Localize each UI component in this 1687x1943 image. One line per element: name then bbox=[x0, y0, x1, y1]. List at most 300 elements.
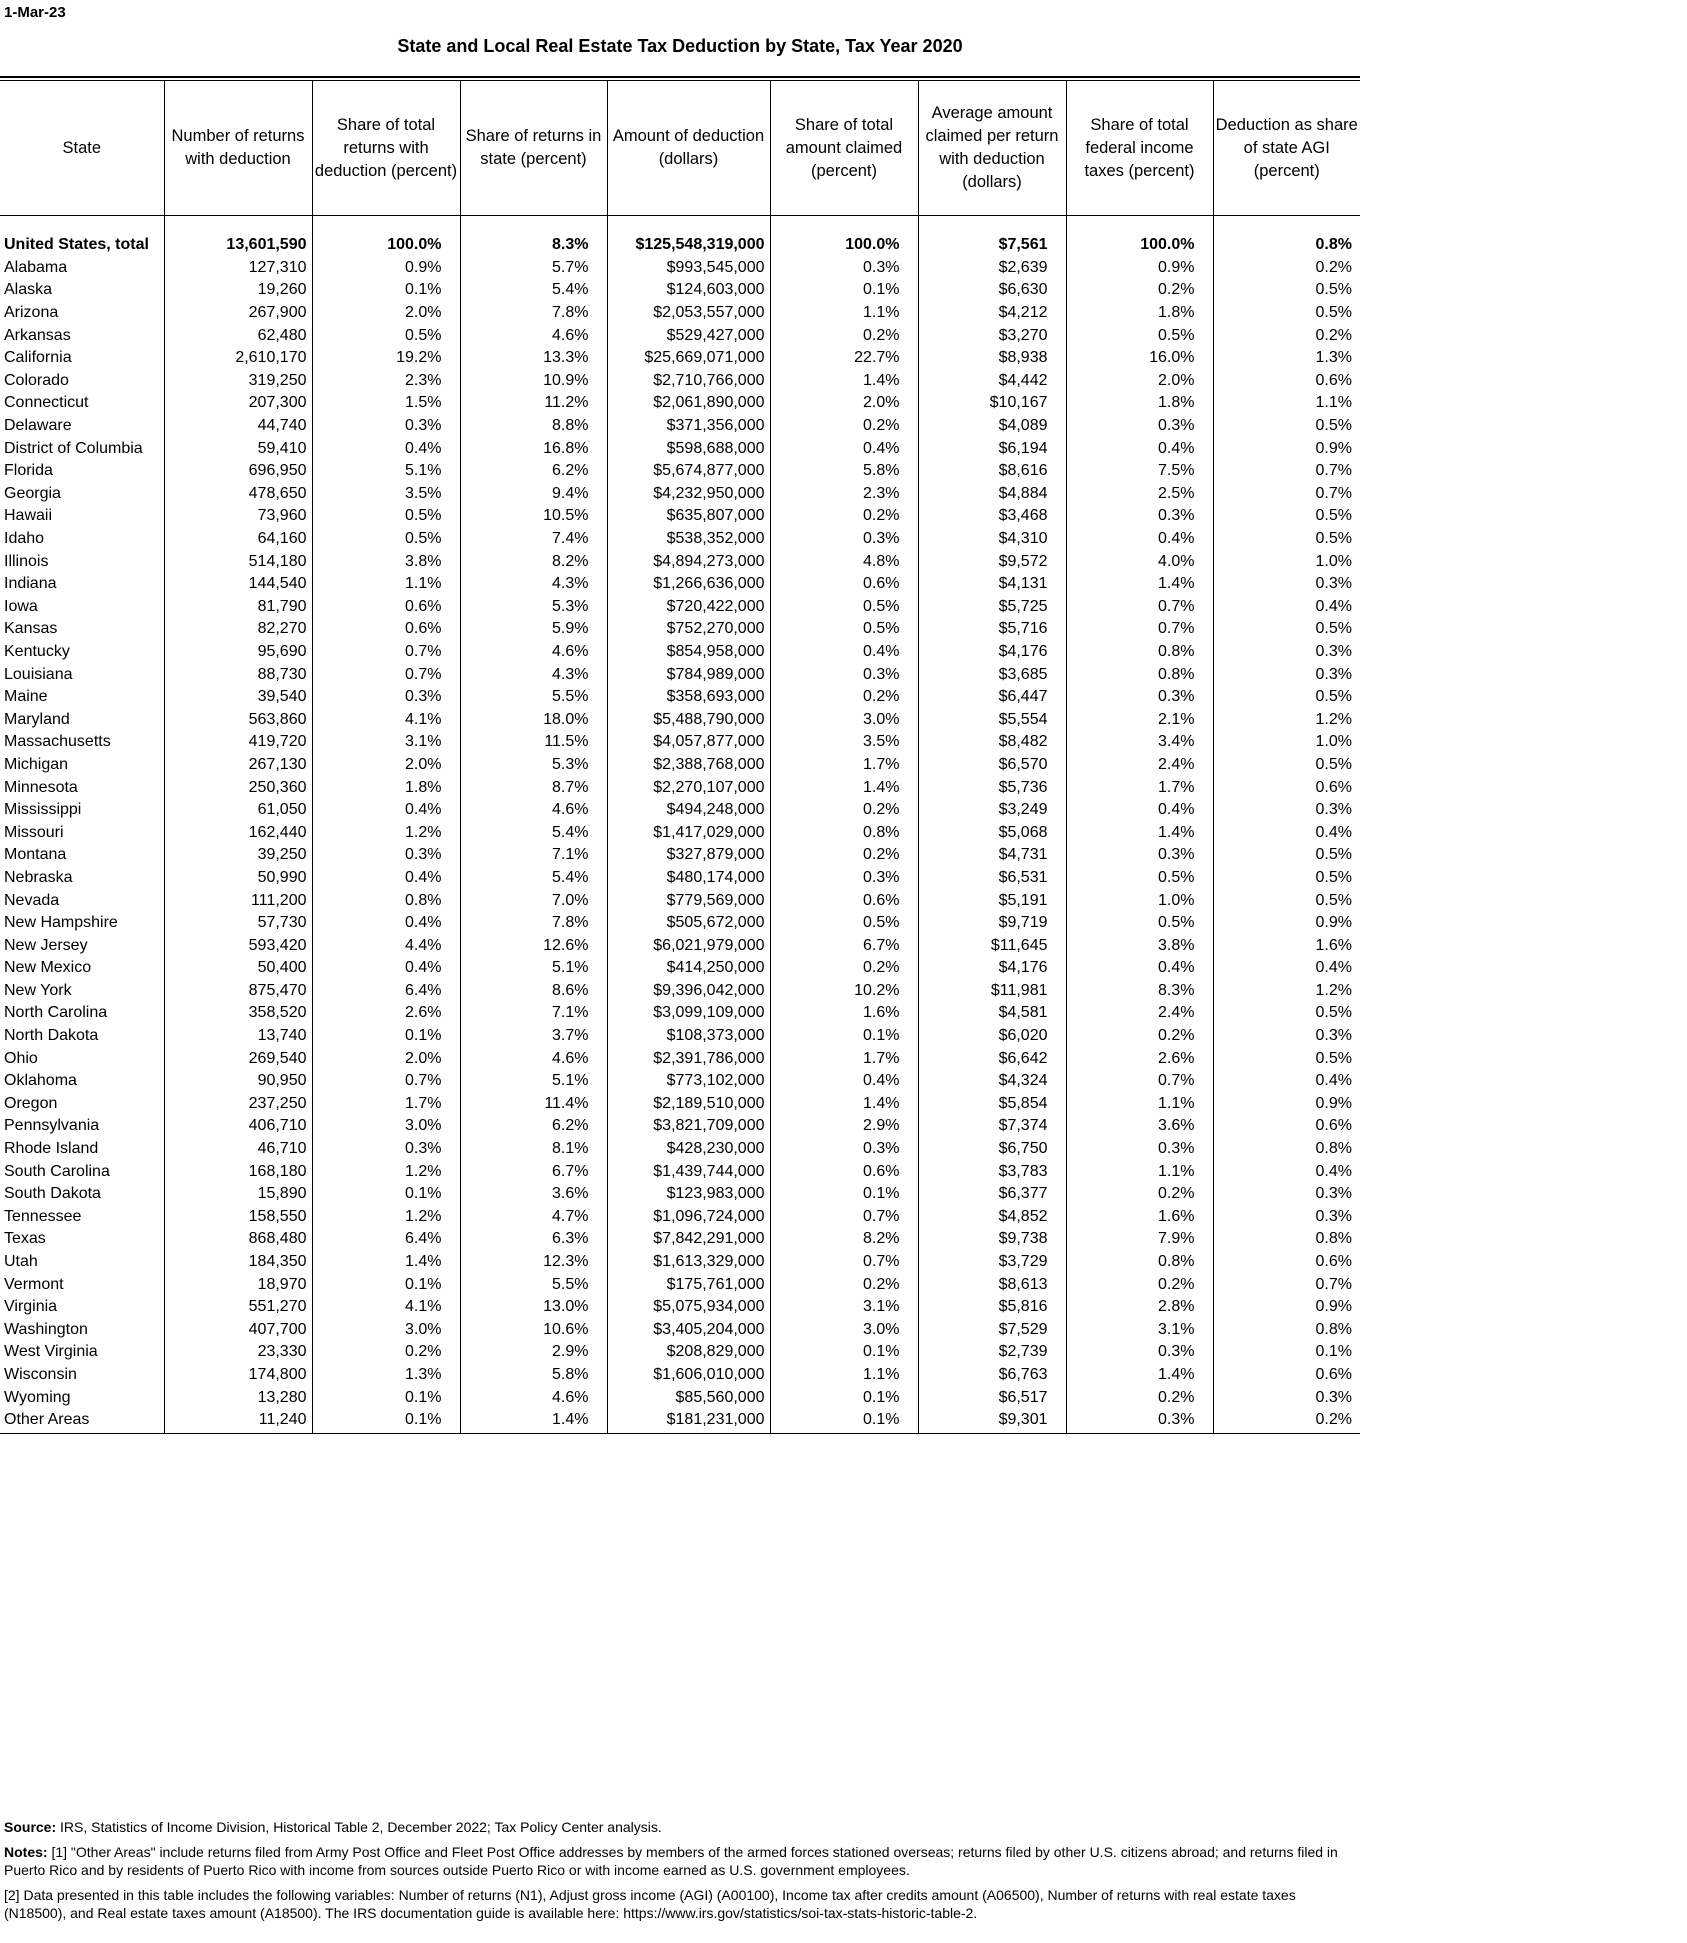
table-row bbox=[0, 663, 1360, 686]
table-row bbox=[0, 370, 1360, 393]
cell-share-fed-tax: 0.8% bbox=[1066, 1251, 1213, 1274]
cell-average: $3,729 bbox=[918, 1251, 1066, 1274]
cell-average: $4,884 bbox=[918, 483, 1066, 506]
cell-share-returns: 6.4% bbox=[312, 980, 460, 1003]
cell-share-amount: 2.0% bbox=[770, 392, 918, 415]
cell-amount: $1,266,636,000 bbox=[607, 573, 770, 596]
table-row bbox=[0, 1386, 1360, 1409]
cell-returns: 81,790 bbox=[164, 596, 312, 619]
cell-share-amount: 0.5% bbox=[770, 912, 918, 935]
column-header-share-in-state: Share of returns in state (percent) bbox=[460, 81, 607, 216]
cell-amount: $3,405,204,000 bbox=[607, 1319, 770, 1342]
cell-amount: $3,821,709,000 bbox=[607, 1115, 770, 1138]
cell-share-returns: 0.2% bbox=[312, 1341, 460, 1364]
cell-share-fed-tax: 0.5% bbox=[1066, 867, 1213, 890]
cell-state: New Hampshire bbox=[0, 912, 164, 935]
cell-share-agi: 0.3% bbox=[1315, 1185, 1352, 1203]
cell-share-returns: 0.4% bbox=[312, 957, 460, 980]
cell-state: Oklahoma bbox=[0, 1070, 164, 1093]
table-row bbox=[0, 1206, 1360, 1229]
cell-share-fed-tax: 2.0% bbox=[1066, 370, 1213, 393]
cell-share-in-state: 8.8% bbox=[460, 415, 607, 438]
cell-share-amount: 0.2% bbox=[770, 1273, 918, 1296]
cell-share-agi: 0.8% bbox=[1315, 1230, 1352, 1248]
cell-amount: $108,373,000 bbox=[607, 1025, 770, 1048]
cell-state: New Mexico bbox=[0, 957, 164, 980]
cell-average: $5,068 bbox=[918, 821, 1066, 844]
cell-returns: 168,180 bbox=[164, 1160, 312, 1183]
cell-average: $4,212 bbox=[918, 302, 1066, 325]
cell-share-in-state: 8.2% bbox=[460, 550, 607, 573]
document-title: State and Local Real Estate Tax Deduction by State, Tax Year 2020 bbox=[397, 36, 963, 56]
cell-amount: $125,548,319,000 bbox=[607, 234, 770, 257]
column-header-returns: Number of returns with deduction bbox=[164, 81, 312, 216]
table-row bbox=[0, 347, 1360, 370]
cell-share-fed-tax: 1.4% bbox=[1066, 1364, 1213, 1387]
cell-average: $6,447 bbox=[918, 686, 1066, 709]
cell-state: United States, total bbox=[0, 234, 164, 257]
cell-share-amount: 0.7% bbox=[770, 1206, 918, 1229]
cell-share-returns: 0.5% bbox=[312, 324, 460, 347]
cell-share-returns: 2.6% bbox=[312, 1002, 460, 1025]
cell-average: $8,482 bbox=[918, 731, 1066, 754]
cell-returns: 73,960 bbox=[164, 505, 312, 528]
cell-share-returns: 0.3% bbox=[312, 1138, 460, 1161]
cell-amount: $358,693,000 bbox=[607, 686, 770, 709]
cell-share-returns: 2.0% bbox=[312, 754, 460, 777]
cell-share-returns: 0.3% bbox=[312, 686, 460, 709]
cell-returns: 13,740 bbox=[164, 1025, 312, 1048]
cell-share-returns: 0.6% bbox=[312, 596, 460, 619]
cell-share-agi: 0.8% bbox=[1315, 1320, 1352, 1338]
cell-share-returns: 5.1% bbox=[312, 460, 460, 483]
cell-share-agi: 0.7% bbox=[1315, 1275, 1352, 1293]
cell-returns: 551,270 bbox=[164, 1296, 312, 1319]
cell-share-agi: 0.9% bbox=[1315, 1094, 1352, 1112]
cell-average: $4,089 bbox=[918, 415, 1066, 438]
cell-amount: $175,761,000 bbox=[607, 1273, 770, 1296]
cell-amount: $208,829,000 bbox=[607, 1341, 770, 1364]
cell-state: Kansas bbox=[0, 618, 164, 641]
cell-state: Other Areas bbox=[0, 1409, 164, 1434]
cell-returns: 50,990 bbox=[164, 867, 312, 890]
cell-amount: $2,270,107,000 bbox=[607, 776, 770, 799]
cell-share-amount: 1.4% bbox=[770, 370, 918, 393]
cell-returns: 19,260 bbox=[164, 279, 312, 302]
cell-state bbox=[0, 216, 164, 235]
cell-share-in-state bbox=[460, 216, 607, 235]
cell-average: $2,639 bbox=[918, 257, 1066, 280]
cell-share-fed-tax: 2.6% bbox=[1066, 1047, 1213, 1070]
cell-share-in-state: 11.4% bbox=[460, 1093, 607, 1116]
cell-share-fed-tax: 0.3% bbox=[1066, 1341, 1213, 1364]
cell-share-amount: 0.3% bbox=[770, 528, 918, 551]
table-row bbox=[0, 799, 1360, 822]
cell-returns: 50,400 bbox=[164, 957, 312, 980]
cell-amount: $635,807,000 bbox=[607, 505, 770, 528]
cell-average: $6,377 bbox=[918, 1183, 1066, 1206]
cell-share-in-state: 8.3% bbox=[460, 234, 607, 257]
cell-amount: $428,230,000 bbox=[607, 1138, 770, 1161]
cell-average: $8,613 bbox=[918, 1273, 1066, 1296]
cell-average: $5,191 bbox=[918, 889, 1066, 912]
cell-share-fed-tax: 0.3% bbox=[1066, 686, 1213, 709]
cell-share-in-state: 5.8% bbox=[460, 1364, 607, 1387]
cell-share-agi: 0.3% bbox=[1315, 1207, 1352, 1225]
cell-share-agi: 0.2% bbox=[1315, 258, 1352, 276]
table-row bbox=[0, 686, 1360, 709]
cell-share-in-state: 8.6% bbox=[460, 980, 607, 1003]
cell-amount: $2,053,557,000 bbox=[607, 302, 770, 325]
cell-share-agi: 1.0% bbox=[1315, 552, 1352, 570]
cell-returns: 269,540 bbox=[164, 1047, 312, 1070]
cell-state: Kentucky bbox=[0, 641, 164, 664]
cell-share-returns: 3.1% bbox=[312, 731, 460, 754]
cell-share-in-state: 2.9% bbox=[460, 1341, 607, 1364]
cell-returns: 64,160 bbox=[164, 528, 312, 551]
table-row bbox=[0, 279, 1360, 302]
cell-state: Pennsylvania bbox=[0, 1115, 164, 1138]
cell-share-returns: 0.1% bbox=[312, 1386, 460, 1409]
cell-share-returns: 0.9% bbox=[312, 257, 460, 280]
cell-share-agi bbox=[1213, 216, 1360, 235]
cell-share-fed-tax: 1.7% bbox=[1066, 776, 1213, 799]
cell-amount bbox=[607, 216, 770, 235]
cell-share-agi: 0.7% bbox=[1315, 484, 1352, 502]
cell-share-returns: 0.6% bbox=[312, 618, 460, 641]
cell-average: $4,131 bbox=[918, 573, 1066, 596]
cell-share-returns: 0.5% bbox=[312, 505, 460, 528]
cell-share-amount: 22.7% bbox=[770, 347, 918, 370]
cell-share-fed-tax: 3.1% bbox=[1066, 1319, 1213, 1342]
cell-share-in-state: 4.6% bbox=[460, 1386, 607, 1409]
cell-state: Nebraska bbox=[0, 867, 164, 890]
cell-share-amount: 0.5% bbox=[770, 618, 918, 641]
table-row bbox=[0, 392, 1360, 415]
cell-state: Vermont bbox=[0, 1273, 164, 1296]
cell-share-amount: 0.2% bbox=[770, 799, 918, 822]
cell-returns: 59,410 bbox=[164, 437, 312, 460]
cell-returns: 406,710 bbox=[164, 1115, 312, 1138]
cell-share-fed-tax: 0.4% bbox=[1066, 437, 1213, 460]
cell-returns: 127,310 bbox=[164, 257, 312, 280]
cell-returns: 13,601,590 bbox=[164, 234, 312, 257]
cell-average: $5,725 bbox=[918, 596, 1066, 619]
cell-average: $11,981 bbox=[918, 980, 1066, 1003]
cell-share-amount: 0.2% bbox=[770, 957, 918, 980]
cell-average: $9,719 bbox=[918, 912, 1066, 935]
cell-state: District of Columbia bbox=[0, 437, 164, 460]
cell-share-fed-tax: 0.7% bbox=[1066, 1070, 1213, 1093]
cell-average: $3,249 bbox=[918, 799, 1066, 822]
table-row bbox=[0, 596, 1360, 619]
cell-share-agi: 0.5% bbox=[1315, 620, 1352, 638]
cell-state: Louisiana bbox=[0, 663, 164, 686]
cell-amount: $123,983,000 bbox=[607, 1183, 770, 1206]
cell-share-fed-tax: 0.4% bbox=[1066, 957, 1213, 980]
cell-share-fed-tax: 0.2% bbox=[1066, 1183, 1213, 1206]
cell-average: $6,020 bbox=[918, 1025, 1066, 1048]
cell-state: Connecticut bbox=[0, 392, 164, 415]
table-row bbox=[0, 1138, 1360, 1161]
cell-share-in-state: 8.7% bbox=[460, 776, 607, 799]
table-row bbox=[0, 1341, 1360, 1364]
cell-share-returns: 0.3% bbox=[312, 415, 460, 438]
footer-notes bbox=[4, 1818, 1354, 1929]
cell-share-amount: 1.6% bbox=[770, 1002, 918, 1025]
cell-share-amount: 0.2% bbox=[770, 686, 918, 709]
cell-average: $7,561 bbox=[918, 234, 1066, 257]
cell-share-returns bbox=[312, 216, 460, 235]
table-row bbox=[0, 302, 1360, 325]
cell-share-in-state: 5.7% bbox=[460, 257, 607, 280]
cell-share-amount: 2.3% bbox=[770, 483, 918, 506]
cell-average: $4,176 bbox=[918, 957, 1066, 980]
cell-share-agi: 1.6% bbox=[1315, 936, 1352, 954]
cell-returns: 419,720 bbox=[164, 731, 312, 754]
table-row bbox=[0, 437, 1360, 460]
cell-share-returns: 2.0% bbox=[312, 1047, 460, 1070]
cell-state: Maine bbox=[0, 686, 164, 709]
cell-returns: 514,180 bbox=[164, 550, 312, 573]
cell-share-in-state: 10.6% bbox=[460, 1319, 607, 1342]
table-row bbox=[0, 957, 1360, 980]
cell-share-fed-tax: 0.8% bbox=[1066, 641, 1213, 664]
cell-average: $5,736 bbox=[918, 776, 1066, 799]
column-header-average: Average amount claimed per return with deduction (dollars) bbox=[918, 81, 1066, 216]
cell-returns: 95,690 bbox=[164, 641, 312, 664]
cell-share-fed-tax: 0.7% bbox=[1066, 596, 1213, 619]
cell-amount: $371,356,000 bbox=[607, 415, 770, 438]
cell-returns: 61,050 bbox=[164, 799, 312, 822]
cell-state: New Jersey bbox=[0, 934, 164, 957]
cell-share-amount: 0.3% bbox=[770, 867, 918, 890]
cell-share-returns: 1.4% bbox=[312, 1251, 460, 1274]
cell-share-fed-tax: 0.5% bbox=[1066, 324, 1213, 347]
table-row bbox=[0, 1319, 1360, 1342]
cell-share-returns: 1.2% bbox=[312, 1160, 460, 1183]
cell-share-fed-tax: 0.3% bbox=[1066, 1409, 1213, 1434]
cell-returns: 44,740 bbox=[164, 415, 312, 438]
cell-share-amount: 1.1% bbox=[770, 1364, 918, 1387]
cell-average: $8,938 bbox=[918, 347, 1066, 370]
cell-returns: 250,360 bbox=[164, 776, 312, 799]
cell-share-in-state: 8.1% bbox=[460, 1138, 607, 1161]
cell-amount: $85,560,000 bbox=[607, 1386, 770, 1409]
cell-amount: $2,189,510,000 bbox=[607, 1093, 770, 1116]
cell-amount: $720,422,000 bbox=[607, 596, 770, 619]
cell-returns: 90,950 bbox=[164, 1070, 312, 1093]
cell-share-returns: 4.1% bbox=[312, 708, 460, 731]
cell-share-returns: 3.5% bbox=[312, 483, 460, 506]
cell-state: Maryland bbox=[0, 708, 164, 731]
cell-state: Wisconsin bbox=[0, 1364, 164, 1387]
column-header-share-amount: Share of total amount claimed (percent) bbox=[770, 81, 918, 216]
header-row bbox=[0, 81, 1360, 216]
table-row bbox=[0, 550, 1360, 573]
cell-share-fed-tax: 1.8% bbox=[1066, 302, 1213, 325]
cell-share-amount: 0.5% bbox=[770, 596, 918, 619]
cell-state: Illinois bbox=[0, 550, 164, 573]
cell-share-fed-tax: 3.4% bbox=[1066, 731, 1213, 754]
cell-amount: $598,688,000 bbox=[607, 437, 770, 460]
cell-share-in-state: 4.6% bbox=[460, 1047, 607, 1070]
cell-state: New York bbox=[0, 980, 164, 1003]
cell-returns: 267,130 bbox=[164, 754, 312, 777]
table-row bbox=[0, 483, 1360, 506]
cell-share-agi: 0.5% bbox=[1315, 304, 1352, 322]
cell-share-returns: 0.4% bbox=[312, 437, 460, 460]
cell-share-amount: 0.1% bbox=[770, 1341, 918, 1364]
table-row bbox=[0, 844, 1360, 867]
cell-share-in-state: 3.6% bbox=[460, 1183, 607, 1206]
cell-share-in-state: 13.3% bbox=[460, 347, 607, 370]
cell-share-amount: 10.2% bbox=[770, 980, 918, 1003]
cell-average: $5,816 bbox=[918, 1296, 1066, 1319]
cell-share-returns: 2.0% bbox=[312, 302, 460, 325]
cell-share-agi: 0.9% bbox=[1315, 1298, 1352, 1316]
source-label: Source: bbox=[4, 1819, 57, 1835]
cell-average: $5,716 bbox=[918, 618, 1066, 641]
cell-share-returns: 0.5% bbox=[312, 528, 460, 551]
cell-share-amount: 5.8% bbox=[770, 460, 918, 483]
cell-returns: 144,540 bbox=[164, 573, 312, 596]
cell-share-in-state: 7.8% bbox=[460, 302, 607, 325]
cell-amount: $505,672,000 bbox=[607, 912, 770, 935]
cell-returns: 39,540 bbox=[164, 686, 312, 709]
cell-share-agi: 0.3% bbox=[1315, 1027, 1352, 1045]
cell-returns: 18,970 bbox=[164, 1273, 312, 1296]
table-row bbox=[0, 324, 1360, 347]
cell-share-returns: 0.1% bbox=[312, 279, 460, 302]
table-row bbox=[0, 980, 1360, 1003]
table-row bbox=[0, 618, 1360, 641]
cell-returns: 696,950 bbox=[164, 460, 312, 483]
cell-share-fed-tax: 16.0% bbox=[1066, 347, 1213, 370]
cell-share-fed-tax: 2.4% bbox=[1066, 754, 1213, 777]
cell-share-returns: 1.7% bbox=[312, 1093, 460, 1116]
cell-share-in-state: 12.3% bbox=[460, 1251, 607, 1274]
cell-share-in-state: 1.4% bbox=[460, 1409, 607, 1434]
cell-share-fed-tax: 0.8% bbox=[1066, 663, 1213, 686]
cell-returns: 62,480 bbox=[164, 324, 312, 347]
cell-state: Ohio bbox=[0, 1047, 164, 1070]
cell-share-amount: 0.3% bbox=[770, 257, 918, 280]
cell-share-fed-tax: 0.4% bbox=[1066, 799, 1213, 822]
cell-amount: $529,427,000 bbox=[607, 324, 770, 347]
table-row bbox=[0, 1115, 1360, 1138]
document-date: 1-Mar-23 bbox=[4, 4, 66, 21]
cell-share-fed-tax: 2.5% bbox=[1066, 483, 1213, 506]
cell-share-in-state: 10.5% bbox=[460, 505, 607, 528]
cell-state: Oregon bbox=[0, 1093, 164, 1116]
cell-share-amount: 6.7% bbox=[770, 934, 918, 957]
cell-share-returns: 6.4% bbox=[312, 1228, 460, 1251]
cell-share-agi: 0.4% bbox=[1315, 597, 1352, 615]
cell-share-amount: 1.7% bbox=[770, 1047, 918, 1070]
cell-amount: $854,958,000 bbox=[607, 641, 770, 664]
cell-share-in-state: 16.8% bbox=[460, 437, 607, 460]
cell-state: Mississippi bbox=[0, 799, 164, 822]
cell-state: Missouri bbox=[0, 821, 164, 844]
cell-state: Virginia bbox=[0, 1296, 164, 1319]
cell-average: $4,442 bbox=[918, 370, 1066, 393]
column-header-share-returns: Share of total returns with deduction (percent) bbox=[312, 81, 460, 216]
cell-share-returns: 0.7% bbox=[312, 663, 460, 686]
cell-average: $3,783 bbox=[918, 1160, 1066, 1183]
cell-amount: $9,396,042,000 bbox=[607, 980, 770, 1003]
cell-state: Tennessee bbox=[0, 1206, 164, 1229]
cell-returns: 162,440 bbox=[164, 821, 312, 844]
cell-state: West Virginia bbox=[0, 1341, 164, 1364]
table-row bbox=[0, 1093, 1360, 1116]
cell-state: Georgia bbox=[0, 483, 164, 506]
cell-share-returns: 100.0% bbox=[312, 234, 460, 257]
cell-average: $10,167 bbox=[918, 392, 1066, 415]
cell-average: $4,176 bbox=[918, 641, 1066, 664]
cell-returns: 2,610,170 bbox=[164, 347, 312, 370]
cell-state: North Dakota bbox=[0, 1025, 164, 1048]
cell-share-in-state: 11.5% bbox=[460, 731, 607, 754]
cell-share-fed-tax: 2.8% bbox=[1066, 1296, 1213, 1319]
cell-share-amount: 0.2% bbox=[770, 505, 918, 528]
cell-amount: $5,674,877,000 bbox=[607, 460, 770, 483]
cell-share-in-state: 12.6% bbox=[460, 934, 607, 957]
table-row bbox=[0, 821, 1360, 844]
cell-share-fed-tax: 0.9% bbox=[1066, 257, 1213, 280]
cell-share-returns: 0.4% bbox=[312, 912, 460, 935]
cell-share-in-state: 4.3% bbox=[460, 573, 607, 596]
cell-share-fed-tax: 100.0% bbox=[1066, 234, 1213, 257]
cell-amount: $414,250,000 bbox=[607, 957, 770, 980]
cell-share-in-state: 7.1% bbox=[460, 1002, 607, 1025]
cell-share-agi: 0.3% bbox=[1315, 575, 1352, 593]
source-text: IRS, Statistics of Income Division, Historical Table 2, December 2022; Tax Policy Center analysis. bbox=[56, 1819, 662, 1835]
cell-returns: 111,200 bbox=[164, 889, 312, 912]
cell-share-fed-tax: 0.4% bbox=[1066, 528, 1213, 551]
cell-share-amount: 2.9% bbox=[770, 1115, 918, 1138]
cell-share-fed-tax: 0.2% bbox=[1066, 1386, 1213, 1409]
spacer-row bbox=[0, 216, 1360, 235]
cell-returns: 868,480 bbox=[164, 1228, 312, 1251]
cell-share-in-state: 4.6% bbox=[460, 799, 607, 822]
column-header-share-fed-tax: Share of total federal income taxes (percent) bbox=[1066, 81, 1213, 216]
cell-share-agi: 0.6% bbox=[1315, 371, 1352, 389]
table-row bbox=[0, 1273, 1360, 1296]
cell-share-in-state: 6.3% bbox=[460, 1228, 607, 1251]
column-header-state: State bbox=[0, 81, 164, 216]
cell-share-in-state: 7.8% bbox=[460, 912, 607, 935]
cell-share-fed-tax: 7.9% bbox=[1066, 1228, 1213, 1251]
cell-returns: 267,900 bbox=[164, 302, 312, 325]
cell-amount: $327,879,000 bbox=[607, 844, 770, 867]
cell-share-returns: 2.3% bbox=[312, 370, 460, 393]
cell-amount: $1,417,029,000 bbox=[607, 821, 770, 844]
cell-state: Colorado bbox=[0, 370, 164, 393]
table-body bbox=[0, 216, 1360, 1434]
cell-share-agi: 0.5% bbox=[1315, 417, 1352, 435]
cell-share-agi: 1.1% bbox=[1315, 394, 1352, 412]
cell-share-amount: 0.6% bbox=[770, 1160, 918, 1183]
cell-amount: $2,710,766,000 bbox=[607, 370, 770, 393]
cell-share-fed-tax: 3.8% bbox=[1066, 934, 1213, 957]
cell-amount: $2,061,890,000 bbox=[607, 392, 770, 415]
cell-share-amount: 4.8% bbox=[770, 550, 918, 573]
cell-share-in-state: 6.2% bbox=[460, 460, 607, 483]
cell-share-agi: 0.5% bbox=[1315, 891, 1352, 909]
cell-share-amount: 8.2% bbox=[770, 1228, 918, 1251]
cell-share-amount: 3.0% bbox=[770, 1319, 918, 1342]
